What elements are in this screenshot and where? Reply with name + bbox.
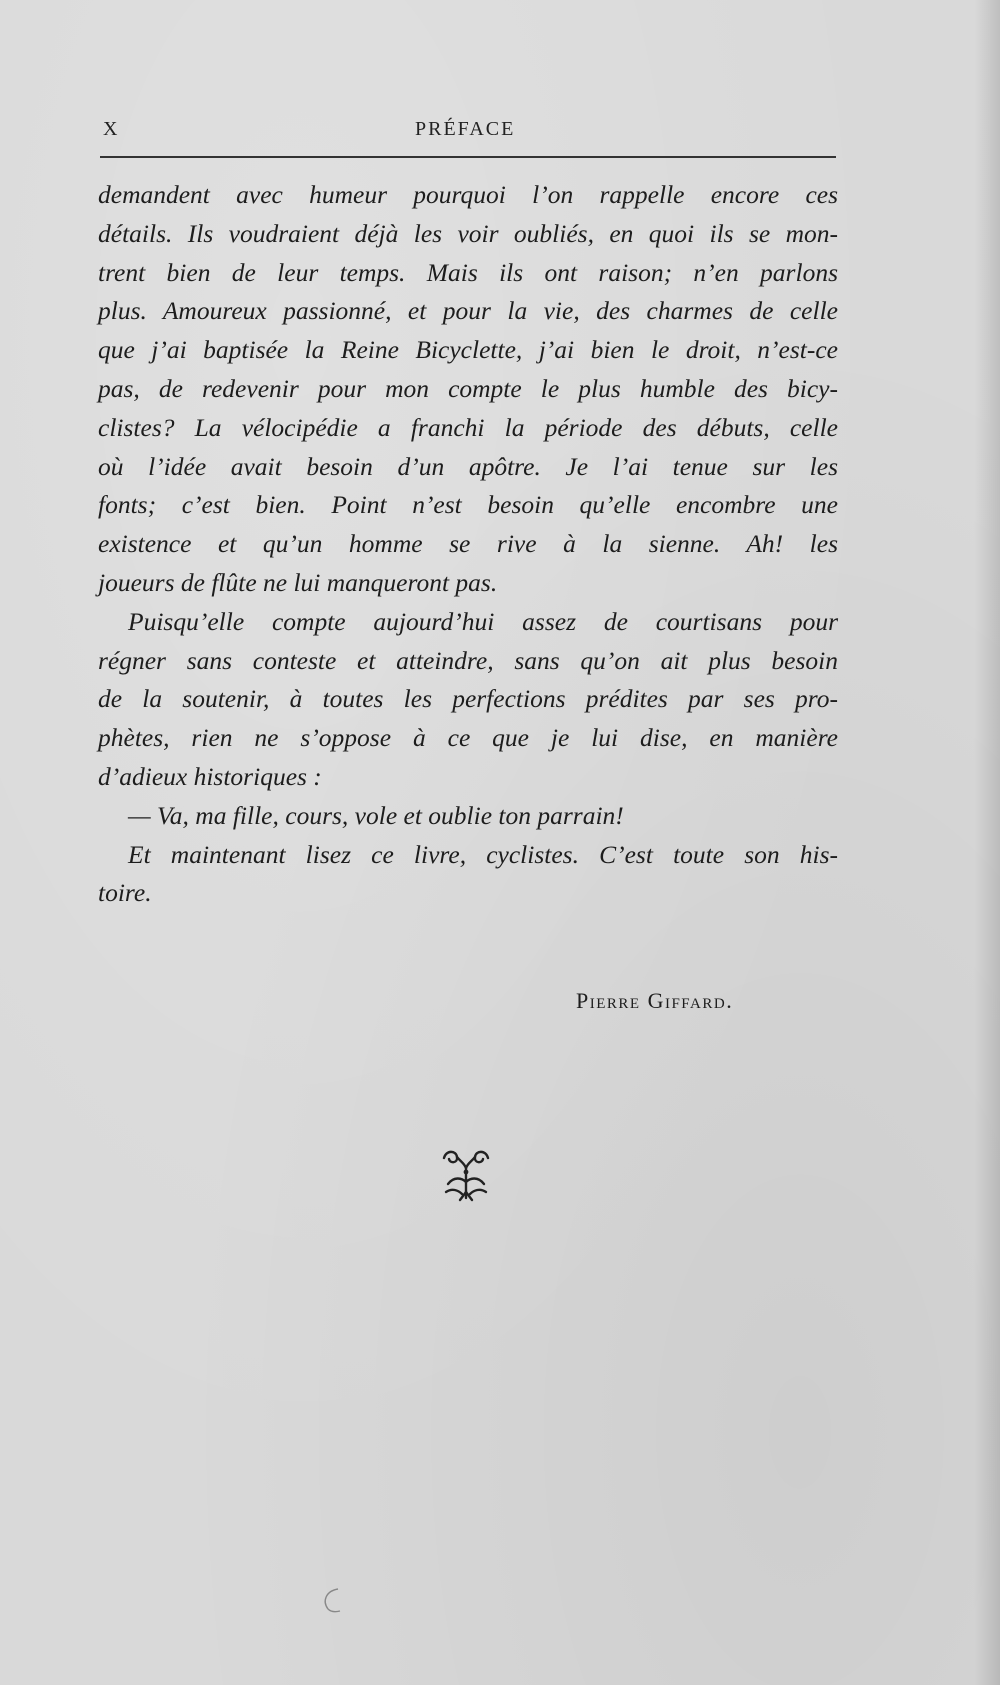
text-line: régner sans conteste et atteindre, sans qu’on ait plus besoin — [98, 645, 838, 675]
text-line: détails. Ils voudraient déjà les voir oubliés, en quoi ils se mon- — [98, 218, 838, 248]
text-line: fonts; c’est bien. Point n’est besoin qu’elle encombre une — [98, 490, 838, 520]
running-title: PRÉFACE — [415, 118, 516, 140]
text-line: joueurs de flûte ne lui manqueront pas. — [98, 567, 498, 597]
text-line: pas, de redevenir pour mon compte le plus humble des bicy- — [98, 373, 838, 403]
text-line: Puisqu’elle compte aujourd’hui assez de courtisans pour — [128, 606, 838, 636]
preface-body — [98, 176, 838, 913]
text-line: plus. Amoureux passionné, et pour la vie, des charmes de celle — [98, 296, 838, 326]
page-number: X — [103, 118, 120, 140]
text-line: clistes? La vélocipédie a franchi la période des débuts, celle — [98, 412, 838, 442]
header-rule — [100, 156, 836, 158]
dialogue-line: — Va, ma fille, cours, vole et oublie ton parrain! — [128, 800, 624, 830]
stray-mark — [318, 1585, 348, 1615]
text-line: de la soutenir, à toutes les perfections prédites par ses pro- — [98, 684, 838, 714]
text-line: phètes, rien ne s’oppose à ce que je lui dise, en manière — [98, 723, 838, 753]
text-line: que j’ai baptisée la Reine Bicyclette, j’ai bien le droit, n’est-ce — [98, 335, 838, 365]
text-line: toire. — [98, 878, 152, 908]
text-line: trent bien de leur temps. Mais ils ont raison; n’en parlons — [98, 257, 838, 287]
author-signature: Pierre Giffard. — [576, 988, 734, 1013]
text-line: où l’idée avait besoin d’un apôtre. Je l’ai tenue sur les — [98, 451, 838, 481]
text-line: d’adieux historiques : — [98, 761, 322, 791]
page-header — [103, 116, 836, 144]
page-edge-shadow — [974, 0, 1000, 1685]
text-line: existence et qu’un homme se rive à la sienne. Ah! les — [98, 529, 838, 559]
text-line: demandent avec humeur pourquoi l’on rappelle encore ces — [98, 180, 838, 209]
text-line: Et maintenant lisez ce livre, cyclistes. C’est toute son his- — [128, 839, 838, 869]
fleuron-ornament-icon — [440, 1148, 492, 1202]
